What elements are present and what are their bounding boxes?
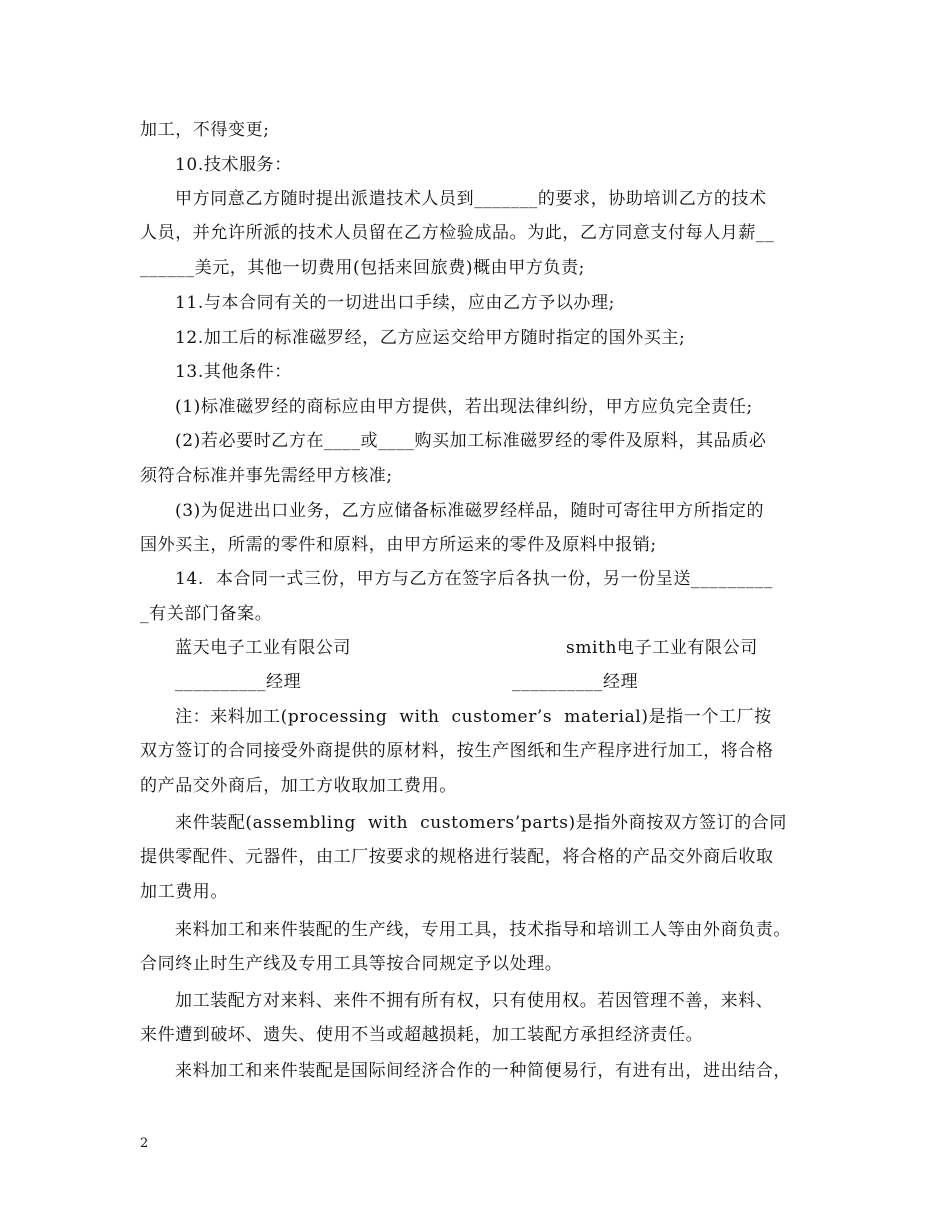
text-line: _有关部门备案。 [140,604,273,624]
text-line: 甲方同意乙方随时提出派遣技术人员到_______的要求，协助培训乙方的技术 [175,189,767,209]
note-line: 双方签订的合同接受外商提供的原材料，按生产图纸和生产程序进行加工，将合格 [140,741,774,761]
page-number: 2 [140,1136,149,1151]
text-line: 11.与本合同有关的一切进出口手续，应由乙方予以办理; [175,293,615,313]
note-line: 提供零配件、元器件，由工厂按要求的规格进行装配，将合格的产品交外商后收取 [140,847,774,867]
text-line: 加工，不得变更; [140,120,270,140]
party-b-company: smith电子工业有限公司 [566,638,758,658]
section-heading: 10.技术服务： [175,155,292,175]
note-line: 来料加工和来件装配的生产线，专用工具，技术指导和培训工人等由外商负责。 [175,920,791,940]
text-line: ______美元，其他一切费用(包括来回旅费)概由甲方负责; [140,258,585,278]
text-line: 须符合标准并事先需经甲方核准; [140,466,393,486]
text-line: (2)若必要时乙方在____或____购买加工标准磁罗经的零件及原料，其品质必 [175,431,767,451]
note-line: 合同终止时生产线及专用工具等按合同规定予以处理。 [140,954,563,974]
text-line: 国外买主，所需的零件和原料，由甲方所运来的零件及原料中报销; [140,535,657,555]
party-b-manager: __________经理 [512,672,639,692]
text-line: 人员，并允许所派的技术人员留在乙方检验成品。为此，乙方同意支付每人月薪__ [140,223,775,243]
note-line: 加工装配方对来料、来件不拥有所有权，只有使用权。若因管理不善，来料、 [175,991,774,1011]
party-a-company: 蓝天电子工业有限公司 [175,638,351,658]
note-line: 的产品交外商后，加工方收取加工费用。 [140,776,457,796]
text-line: (3)为促进出口业务，乙方应储备标准磁罗经样品，随时可寄往甲方所指定的 [175,501,765,521]
note-line: 注：来料加工(processing with customer’s material)是指一个工厂按 [175,707,772,727]
text-line: 12.加工后的标准磁罗经，乙方应运交给甲方随时指定的国外买主; [175,328,686,348]
section-heading: 13.其他条件： [175,362,292,382]
note-line: 来件装配(assembling with customers’parts)是指外商按双方签订的合同 [175,813,787,833]
text-line: (1)标准磁罗经的商标应由甲方提供，若出现法律纠纷，甲方应负完全责任; [175,397,753,417]
note-line: 来件遭到破坏、遗失、使用不当或超越损耗，加工装配方承担经济责任。 [140,1025,704,1045]
party-a-manager: __________经理 [175,672,302,692]
note-line: 来料加工和来件装配是国际间经济合作的一种简便易行，有进有出，进出结合， [175,1061,791,1081]
text-line: 14. 本合同一式三份，甲方与乙方在签字后各执一份，另一份呈送_________ [175,569,773,589]
note-line: 加工费用。 [140,882,228,902]
